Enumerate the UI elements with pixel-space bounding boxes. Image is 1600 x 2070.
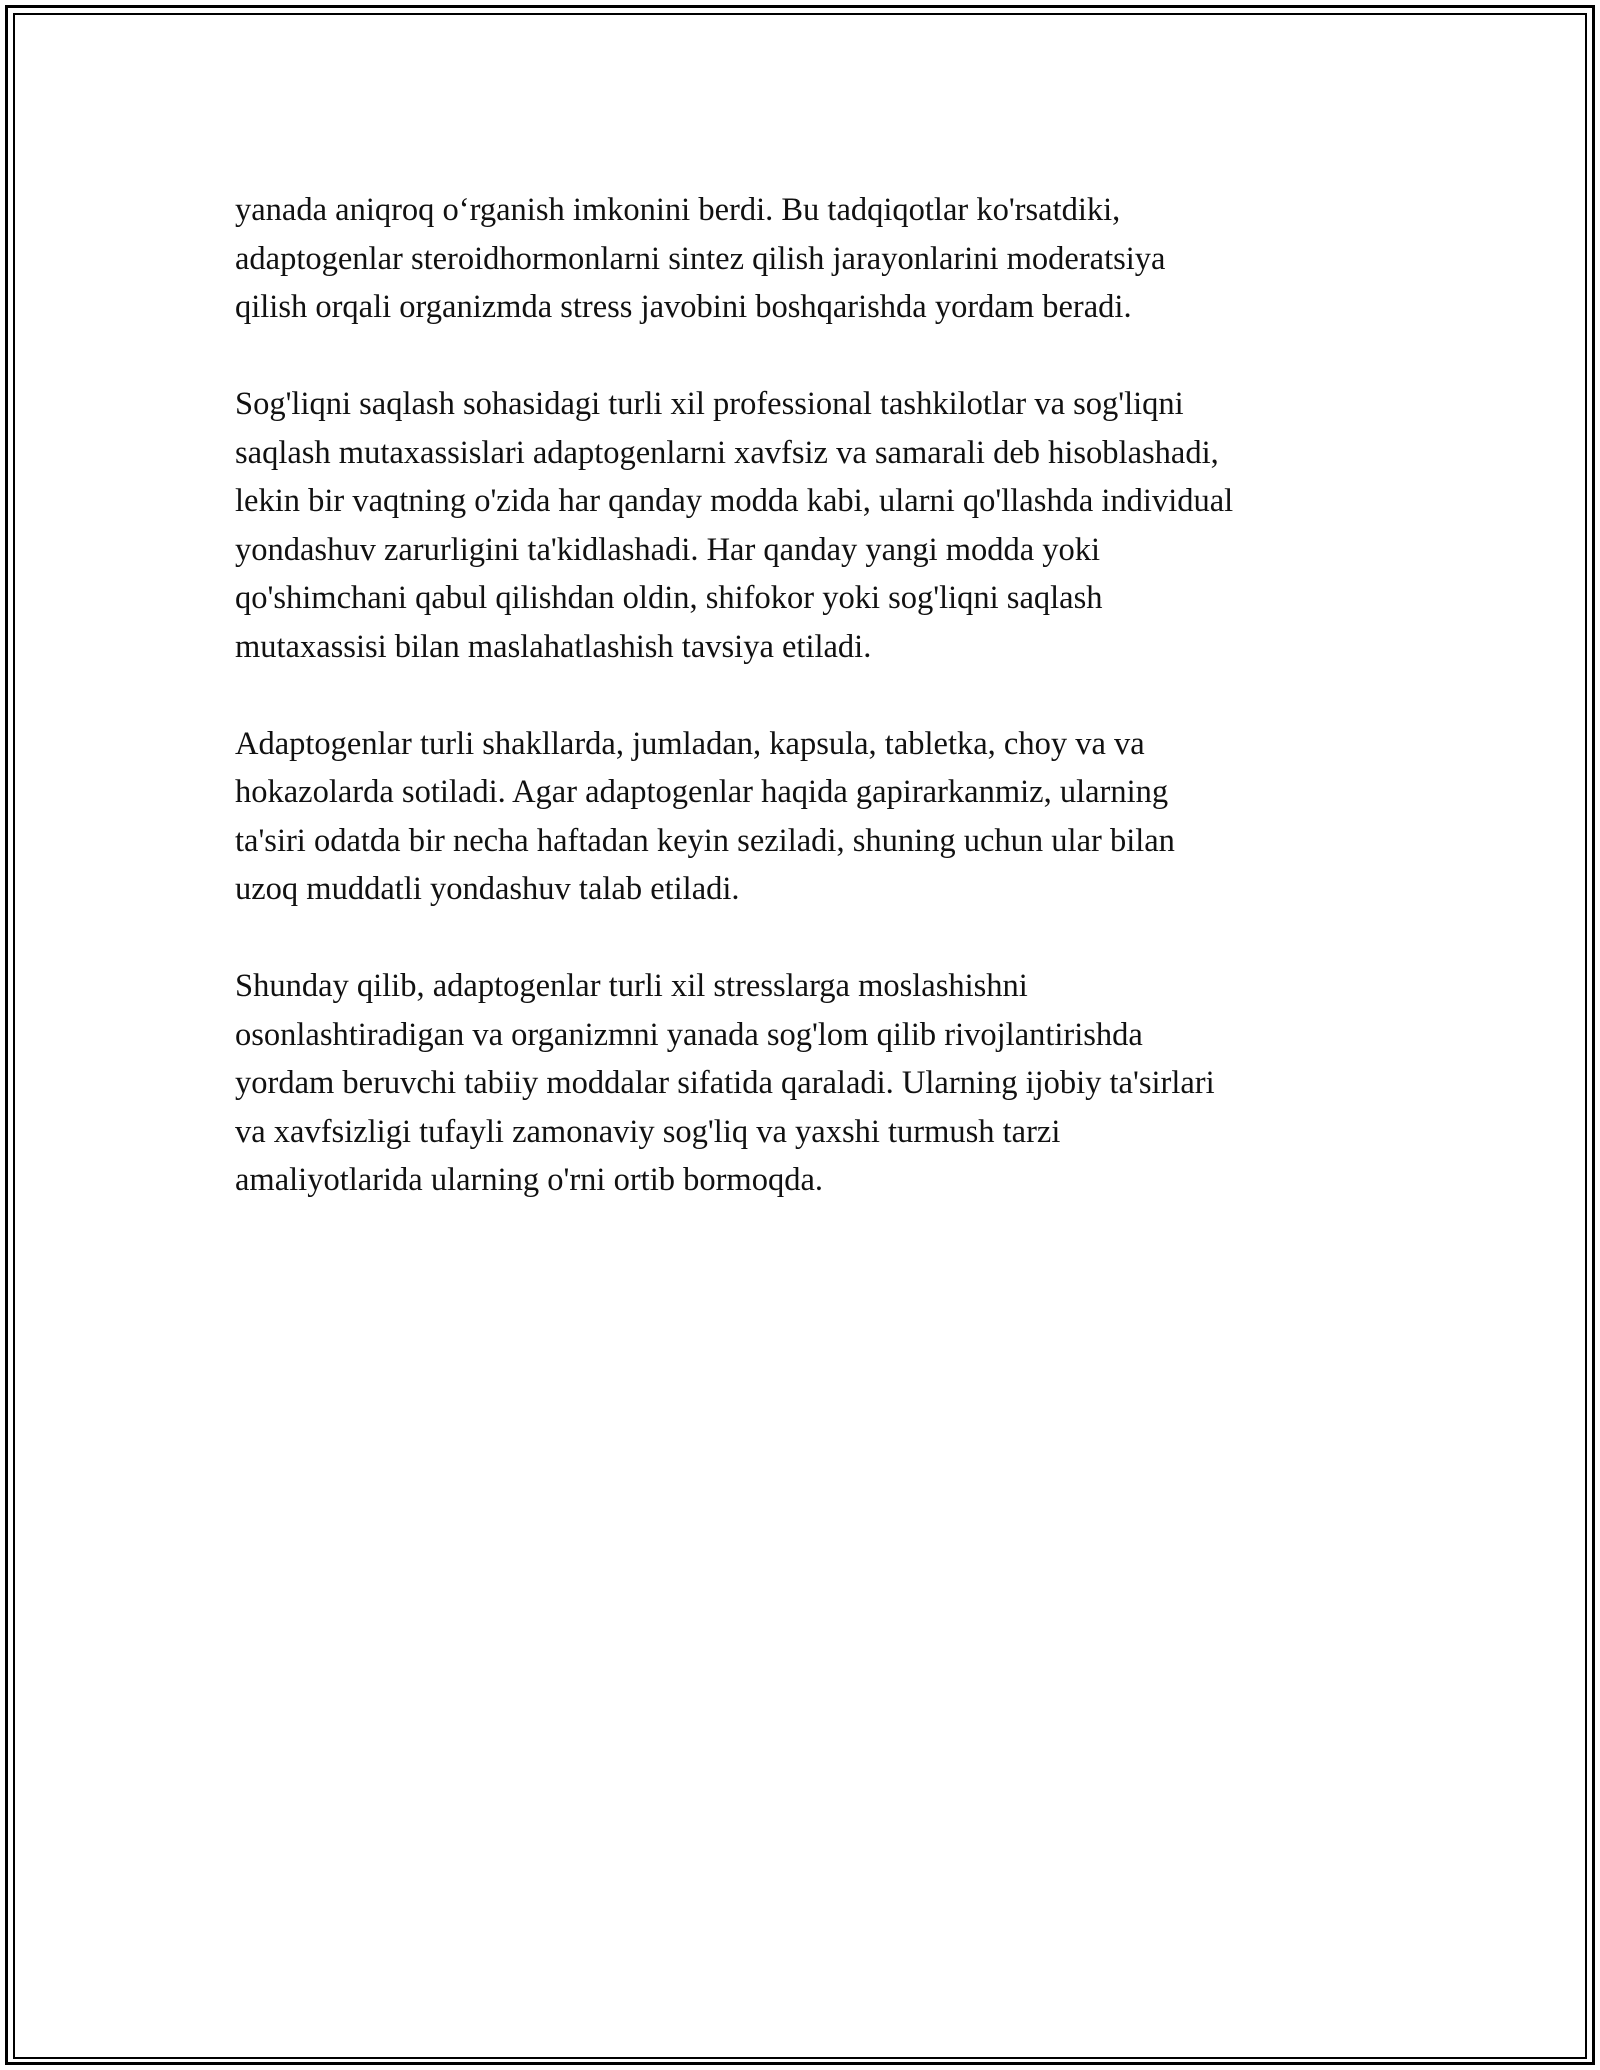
- text-line: saqlash mutaxassislari adaptogenlarni xavfsiz va samarali deb hisoblashadi,: [235, 434, 1219, 471]
- paragraph: [235, 380, 1365, 671]
- text-line: qilish orqali organizmda stress javobini boshqarishda yordam beradi.: [235, 289, 1132, 325]
- paragraph: [235, 962, 1365, 1205]
- text-line: yanada aniqroq o‘rganish imkonini berdi. Bu tadqiqotlar ko'rsatdiki,: [235, 192, 1121, 228]
- document-body: [235, 186, 1365, 1253]
- text-line: qo'shimchani qabul qilishdan oldin, shifokor yoki sog'liqni saqlash: [235, 580, 1103, 616]
- text-line: Adaptogenlar turli shakllarda, jumladan, kapsula, tabletka, choy va va: [235, 725, 1145, 762]
- text-line: va xavfsizligi tufayli zamonaviy sog'liq va yaxshi turmush tarzi: [235, 1113, 1061, 1150]
- text-line: lekin bir vaqtning o'zida har qanday modda kabi, ularni qo'llashda individual: [235, 483, 1234, 519]
- text-line: yordam beruvchi tabiiy moddalar sifatida qaraladi. Ularning ijobiy ta'sirlari: [235, 1065, 1215, 1101]
- text-line: Shunday qilib, adaptogenlar turli xil stresslarga moslashishni: [235, 968, 1028, 1004]
- text-line: ta'siri odatda bir necha haftadan keyin seziladi, shuning uchun ular bilan: [235, 822, 1175, 859]
- text-line: adaptogenlar steroidhormonlarni sintez qilish jarayonlarini moderatsiya: [235, 240, 1166, 277]
- text-line: osonlashtiradigan va organizmni yanada sog'lom qilib rivojlantirishda: [235, 1016, 1143, 1053]
- text-line: Sog'liqni saqlash sohasidagi turli xil professional tashkilotlar va sog'liqni: [235, 386, 1184, 422]
- text-line: amaliyotlarida ularning o'rni ortib bormoqda.: [235, 1162, 823, 1198]
- text-line: mutaxassisi bilan maslahatlashish tavsiya etiladi.: [235, 628, 872, 665]
- text-line: uzoq muddatli yondashuv talab etiladi.: [235, 871, 740, 907]
- paragraph: [235, 186, 1365, 332]
- text-line: hokazolarda sotiladi. Agar adaptogenlar haqida gapirarkanmiz, ularning: [235, 774, 1169, 810]
- paragraph: [235, 720, 1365, 914]
- text-line: yondashuv zarurligini ta'kidlashadi. Har qanday yangi modda yoki: [235, 531, 1101, 568]
